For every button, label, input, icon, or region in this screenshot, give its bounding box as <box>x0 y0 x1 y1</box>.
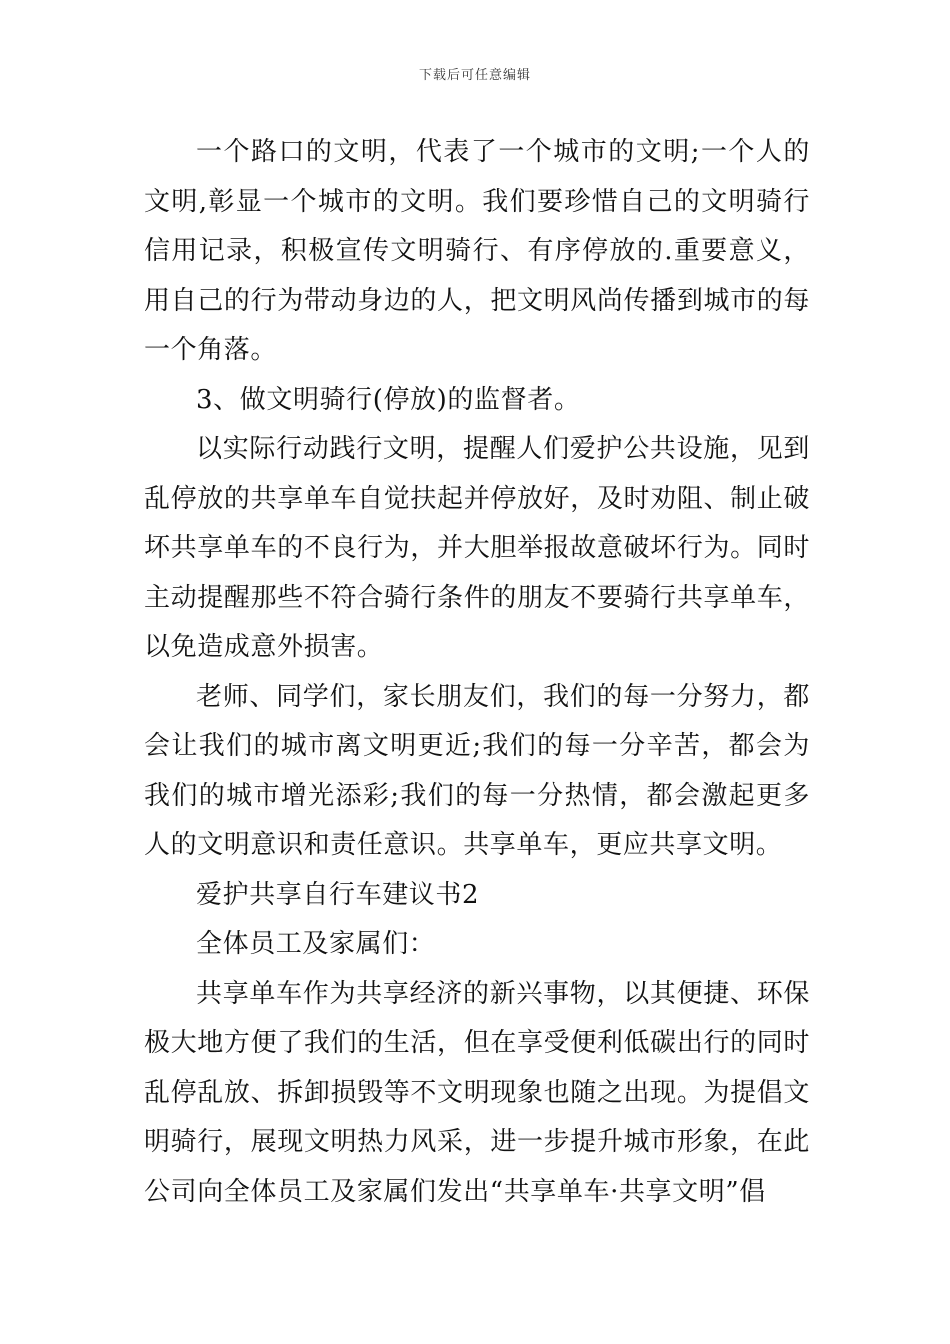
paragraph-point-3: 3、做文明骑行(停放)的监督者。 <box>196 384 581 415</box>
salutation: 全体员工及家属们： <box>196 929 436 959</box>
header-note: 下载后可任意编辑 <box>418 68 531 83</box>
paragraph-proposal-intro: 共享单车作为共享经济的新兴事物，以其便捷、环保极大地方便了我们的生活，但在享受便利低碳出行的同时乱停乱放、拆卸损毁等不文明现象也随之出现。为提倡文明骑行，展现文明热力风采，进一步提升城市形象，在此公司向全体员工及家属们发出“共享单车·共享文明”倡 <box>144 978 810 1207</box>
paragraph-closing-appeal: 老师、同学们，家长朋友们，我们的每一分努力，都会让我们的城市离文明更近;我们的每一分辛苦，都会为我们的城市增光添彩;我们的每一分热情，都会激起更多人的文明意识和责任意识。共享单车，更应共享文明。 <box>144 681 810 860</box>
section-title-proposal-2: 爱护共享自行车建议书2 <box>196 879 480 910</box>
paragraph-supervise-actions: 以实际行动践行文明，提醒人们爱护公共设施，见到乱停放的共享单车自觉扶起并停放好，及时劝阻、制止破坏共享单车的不良行为，并大胆举报故意破坏行为。同时主动提醒那些不符合骑行条件的朋友不要骑行共享单车，以免造成意外损害。 <box>144 434 810 662</box>
document-body <box>144 128 810 1217</box>
paragraph-civilization-intro: 一个路口的文明，代表了一个城市的文明;一个人的文明,彰显一个城市的文明。我们要珍惜自己的文明骑行信用记录，积极宣传文明骑行、有序停放的.重要意义，用自己的行为带动身边的人，把文明风尚传播到城市的每一个角落。 <box>144 137 810 365</box>
